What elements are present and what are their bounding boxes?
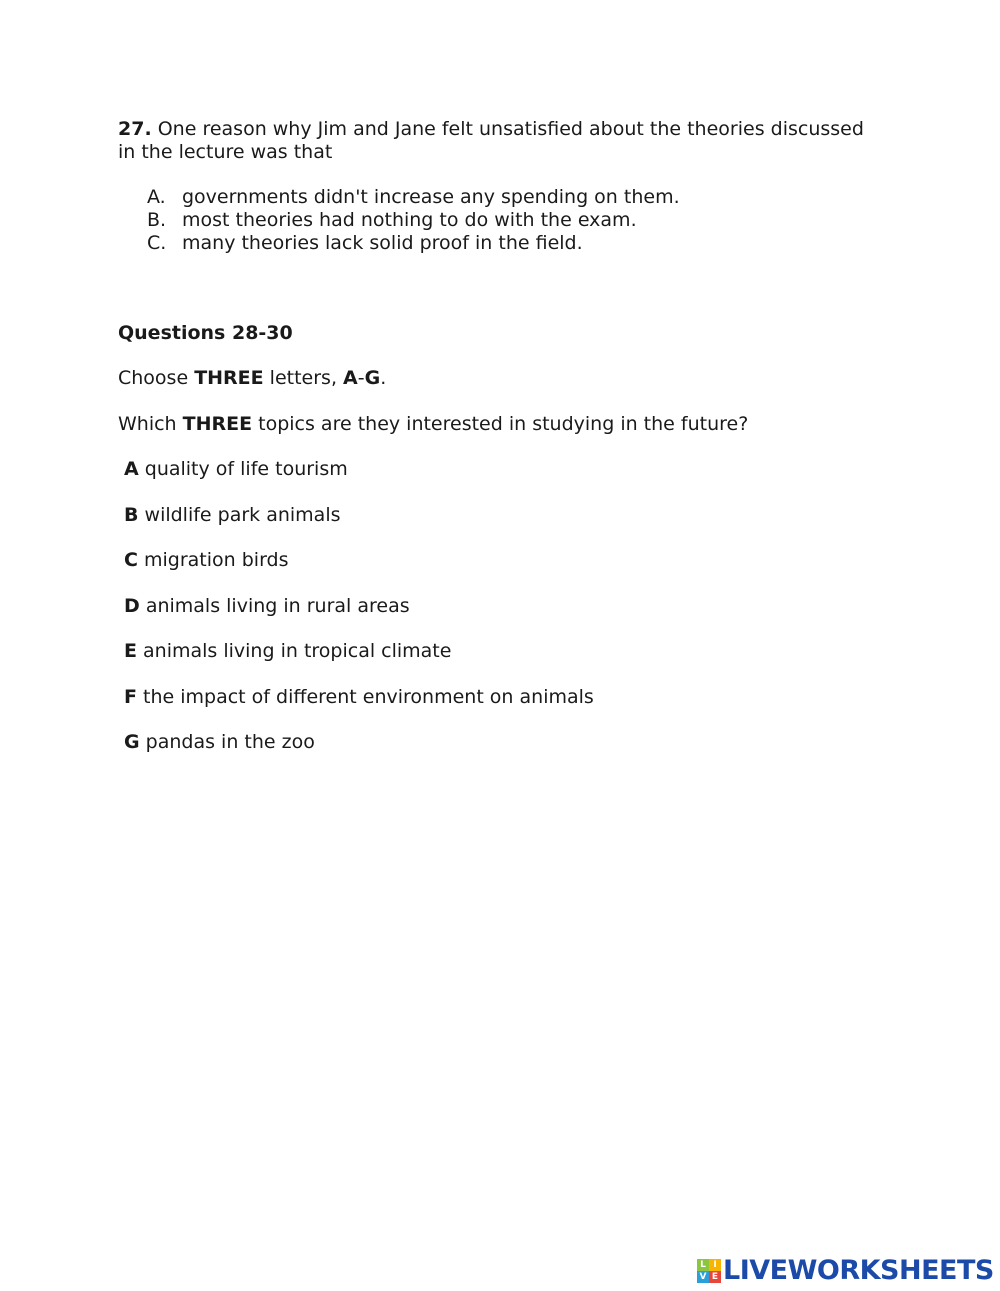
section-instruction xyxy=(118,367,878,390)
choice-text: pandas in the zoo xyxy=(139,731,315,753)
logo-mark-tile: E xyxy=(709,1271,721,1283)
choice-f xyxy=(118,686,878,709)
question-27-stem xyxy=(118,118,878,164)
logo-mark-tile: L xyxy=(697,1259,709,1271)
choice-b xyxy=(118,504,878,527)
instruction-bold: THREE xyxy=(194,367,264,389)
option-letter: C. xyxy=(147,232,167,254)
choice-text: migration birds xyxy=(137,549,289,571)
choice-letter: F xyxy=(124,685,137,708)
question-stem-text: One reason why Jim and Jane felt unsatisfied about the theories discussed in the lecture was that xyxy=(118,118,864,163)
choice-letter: B xyxy=(124,503,139,526)
option-letter: B. xyxy=(147,209,167,231)
choice-letter: G xyxy=(124,731,140,753)
choice-a xyxy=(118,458,878,481)
question-27 xyxy=(118,118,878,255)
question-text: topics are they interested in studying in the future? xyxy=(252,413,749,435)
choice-letter: D xyxy=(124,594,140,617)
instruction-text: Choose xyxy=(118,367,195,389)
choice-text: the impact of different environment on animals xyxy=(136,685,594,708)
choice-text: animals living in rural areas xyxy=(139,594,410,617)
logo-mark-tile: V xyxy=(697,1271,709,1283)
choice-text: wildlife park animals xyxy=(138,503,341,526)
logo-mark-tile: I xyxy=(709,1259,721,1271)
question-27-options xyxy=(118,186,878,255)
instruction-text: - xyxy=(357,367,365,389)
option-text: most theories had nothing to do with the exam. xyxy=(182,209,637,231)
question-bold: THREE xyxy=(182,413,253,435)
questions-28-30-section xyxy=(118,322,878,777)
logo-text: LIVEWORKSHEETS xyxy=(723,1255,994,1286)
section-question xyxy=(118,413,878,436)
choice-c xyxy=(118,549,878,572)
choice-d xyxy=(118,595,878,618)
liveworksheets-logo xyxy=(697,1257,994,1285)
option-c xyxy=(118,232,878,255)
choice-e xyxy=(118,640,878,663)
choice-letter: C xyxy=(124,549,138,571)
logo-mark-icon xyxy=(697,1259,721,1283)
instruction-text: letters, xyxy=(263,367,344,389)
choice-list xyxy=(118,458,878,754)
choice-letter: A xyxy=(124,458,139,480)
option-letter: A. xyxy=(147,186,166,208)
section-heading: Questions 28-30 xyxy=(118,322,293,344)
choice-text: animals living in tropical climate xyxy=(136,640,452,662)
option-a xyxy=(118,186,878,209)
choice-text: quality of life tourism xyxy=(138,458,348,480)
question-number: 27. xyxy=(118,118,152,140)
instruction-text: . xyxy=(380,367,387,389)
question-text: Which xyxy=(118,413,183,435)
choice-g xyxy=(118,731,878,754)
option-text: many theories lack solid proof in the field. xyxy=(182,232,583,254)
instruction-bold: A xyxy=(343,367,358,389)
instruction-bold: G xyxy=(364,367,381,389)
choice-letter: E xyxy=(124,640,137,662)
option-b xyxy=(118,209,878,232)
option-text: governments didn't increase any spending on them. xyxy=(182,186,680,208)
